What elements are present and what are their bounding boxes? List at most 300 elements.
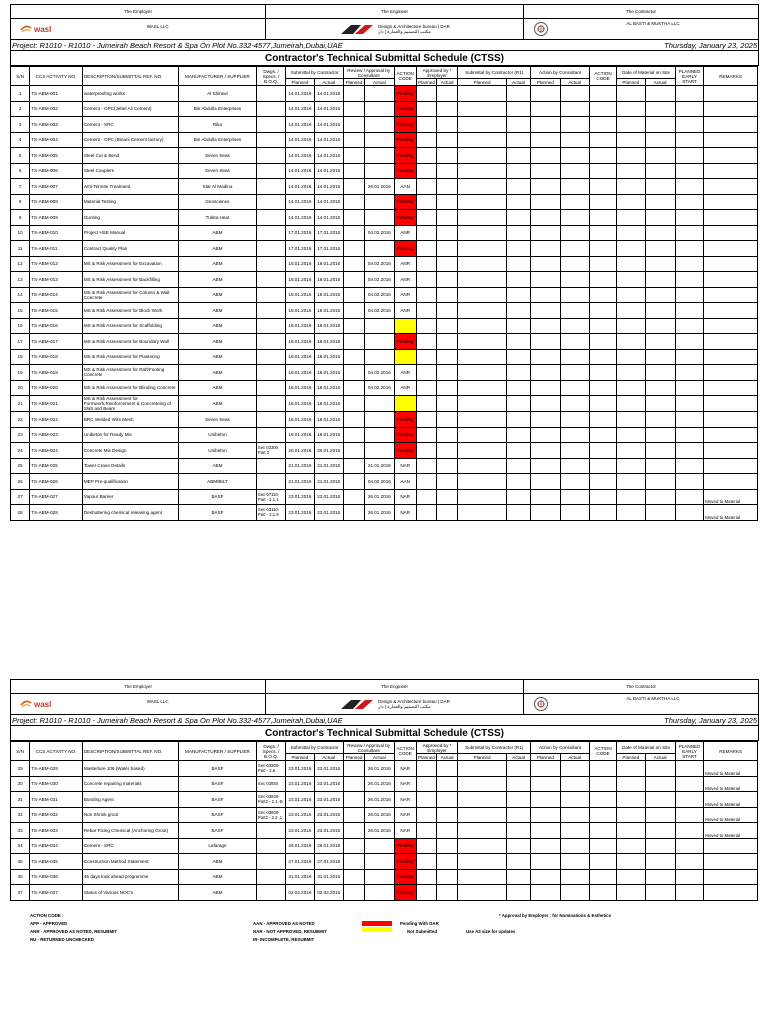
row-sn: 32 [11,807,30,823]
row-r1-actual [506,256,530,272]
row-submittal-actual: 19.01.2016 [314,427,343,443]
row-review-actual [365,396,394,412]
employer-label: The Employer [11,680,266,694]
row-action-code-2 [589,287,616,303]
row-early-start [675,86,703,102]
row-r1-actual [506,86,530,102]
row-dwgs-ref [256,194,285,210]
row-submittal-actual: 18.01.2016 [314,365,343,381]
row-employer-actual [437,303,458,319]
row-employer-actual [437,869,458,885]
legend-ru: RU - RETURNED UNCHECKED [30,937,94,942]
row-action-code: ANR [394,303,416,319]
row-review-actual [365,86,394,102]
row-consultant-planned [531,380,560,396]
row-remarks [704,838,758,854]
row-material-planned [617,194,645,210]
row-employer-actual [437,163,458,179]
row-sn: 21 [11,396,30,412]
row-submittal-actual: 18.01.2016 [314,412,343,428]
row-consultant-planned [531,458,560,474]
row-material-actual [645,334,675,350]
legend-footnote: * Approval by Employer : for Nominations & Esthetics [499,913,612,918]
table-row [11,225,758,241]
row-review-actual: 04.02.2016 [365,365,394,381]
row-ccs-no: TS-ABM-017 [30,334,83,350]
table-row [11,101,758,117]
row-consultant-actual [560,241,589,257]
row-sn: 19 [11,365,30,381]
row-ccs-no: TS-ABM-030 [30,776,83,792]
row-ccs-no: TS-ABM-025 [30,458,83,474]
row-description: Vapour Barrier [82,489,178,505]
row-employer-actual [437,823,458,839]
row-ccs-no: TS-ABM-020 [30,380,83,396]
row-review-actual: 21.01.2015 [365,458,394,474]
row-action-code-2 [589,225,616,241]
row-review-actual: 26.01.2016 [365,823,394,839]
row-material-actual [645,396,675,412]
row-dwgs-ref [256,101,285,117]
row-r1-actual [506,303,530,319]
row-remarks [704,854,758,870]
row-material-actual [645,427,675,443]
row-consultant-actual [560,380,589,396]
row-ccs-no: TS-ABM-037 [30,885,83,901]
row-action-code-2 [589,761,616,777]
row-r1-actual [506,838,530,854]
row-sn: 29 [11,761,30,777]
row-ccs-no: TS-ABM-010 [30,225,83,241]
row-material-actual [645,869,675,885]
row-r1-actual [506,334,530,350]
row-description: BRC Welded Wire Mesh [82,412,178,428]
row-early-start [675,241,703,257]
row-review-planned [343,303,364,319]
row-description: Steel Cut & Bend [82,148,178,164]
action-code-legend [10,913,758,953]
row-early-start [675,761,703,777]
row-description: Status of Various NOC's [82,885,178,901]
row-material-planned [617,132,645,148]
row-dwgs-ref [256,210,285,226]
row-action-code [394,349,416,365]
row-submittal-actual: 02.02.2016 [314,885,343,901]
row-action-code-2 [589,241,616,257]
row-consultant-actual [560,443,589,459]
row-dwgs-ref [256,838,285,854]
row-ccs-no: TS-ABM-014 [30,287,83,303]
row-early-start [675,365,703,381]
legend-pending: Pending With DAR [400,921,439,926]
row-action-code-2 [589,380,616,396]
row-submittal-planned: 23.01.2016 [286,807,314,823]
row-action-code: AAN [394,474,416,490]
row-employer-actual [437,474,458,490]
row-r1-planned [458,256,507,272]
row-r1-planned [458,210,507,226]
row-dwgs-ref: Sec-07110-Part - 2.1.1 [256,489,285,505]
row-material-planned [617,349,645,365]
engineer-line2: مكتب التصميم والعمارة | دار [378,28,431,34]
row-review-planned [343,474,364,490]
row-remarks: Moved to Material [704,823,758,839]
row-r1-planned [458,807,507,823]
row-action-code: Pending [394,86,416,102]
table-row [11,869,758,885]
row-review-actual: 26.01.2016 [365,776,394,792]
row-sn: 18 [11,349,30,365]
table-row [11,163,758,179]
row-r1-actual [506,148,530,164]
row-action-code-2 [589,117,616,133]
row-manufacturer: BASF [178,776,256,792]
engineer-line1: Design & Architecture bureau | DAR [378,23,450,29]
row-review-actual [365,838,394,854]
table-row [11,117,758,133]
row-dwgs-ref [256,823,285,839]
row-consultant-actual [560,179,589,195]
row-early-start [675,163,703,179]
row-material-planned [617,365,645,381]
row-action-code-2 [589,86,616,102]
row-description: Rebar Fixing Chemical (Anchoring Grout) [82,823,178,839]
row-material-actual [645,807,675,823]
row-dwgs-ref [256,241,285,257]
row-submittal-planned: 21.01.2016 [286,458,314,474]
row-r1-actual [506,854,530,870]
row-review-planned [343,443,364,459]
row-submittal-actual: 18.01.2016 [314,287,343,303]
row-description: MS & Risk Assessment for Excavation [82,256,178,272]
row-description: Unibeton for Ready Mix [82,427,178,443]
row-remarks [704,272,758,288]
row-consultant-actual [560,132,589,148]
row-sn: 2 [11,101,30,117]
row-description: Concrete Mix Design [82,443,178,459]
row-submittal-planned: 27.01.2016 [286,854,314,870]
row-ccs-no: TS-ABM-019 [30,365,83,381]
header-table [10,679,759,741]
table-row [11,396,758,412]
row-submittal-actual: 14.01.2016 [314,179,343,195]
row-action-code: NAR [394,505,416,521]
row-consultant-actual [560,869,589,885]
not-submitted-swatch [362,927,392,932]
row-review-planned [343,210,364,226]
row-early-start [675,272,703,288]
row-material-actual [645,365,675,381]
row-r1-planned [458,179,507,195]
row-r1-actual [506,287,530,303]
row-manufacturer: ABM [178,349,256,365]
row-sn: 7 [11,179,30,195]
row-consultant-planned [531,443,560,459]
row-sn: 11 [11,241,30,257]
row-action-code: Pending [394,412,416,428]
row-material-actual [645,101,675,117]
row-action-code: Pending [394,194,416,210]
row-review-actual [365,163,394,179]
row-dwgs-ref: Sec 03300 Part 2 [256,443,285,459]
row-dwgs-ref [256,869,285,885]
row-sn: 28 [11,505,30,521]
row-sn: 17 [11,334,30,350]
row-action-code: Pending [394,132,416,148]
row-review-planned [343,241,364,257]
row-consultant-planned [531,210,560,226]
row-material-planned [617,458,645,474]
row-dwgs-ref [256,132,285,148]
table-row [11,241,758,257]
row-description: MEP Pre-qualification [82,474,178,490]
table-row [11,792,758,808]
row-remarks [704,412,758,428]
row-action-code: Pending [394,854,416,870]
contractor-label: The Contractor [524,680,759,694]
table-row [11,489,758,505]
row-review-actual [365,194,394,210]
row-employer-planned [416,163,436,179]
row-material-actual [645,854,675,870]
row-dwgs-ref [256,163,285,179]
row-submittal-actual: 17.01.2016 [314,241,343,257]
row-r1-planned [458,241,507,257]
row-employer-actual [437,287,458,303]
row-description: Cement - OPC(Jebel Ali Cement) [82,101,178,117]
row-action-code-2 [589,256,616,272]
row-material-planned [617,272,645,288]
row-review-planned [343,807,364,823]
row-employer-actual [437,272,458,288]
row-action-code-2 [589,489,616,505]
row-consultant-actual [560,885,589,901]
employer-label: The Employer [11,5,266,19]
row-dwgs-ref [256,287,285,303]
row-submittal-planned: 14.01.2016 [286,117,314,133]
row-r1-planned [458,148,507,164]
row-action-code: ANR [394,256,416,272]
row-remarks [704,86,758,102]
row-submittal-actual: 14.01.2016 [314,117,343,133]
row-submittal-actual: 14.01.2016 [314,132,343,148]
row-r1-actual [506,365,530,381]
row-r1-actual [506,505,530,521]
row-consultant-planned [531,318,560,334]
row-material-planned [617,334,645,350]
row-r1-actual [506,272,530,288]
row-review-actual [365,885,394,901]
row-submittal-planned: 31.01.2016 [286,869,314,885]
row-dwgs-ref [256,225,285,241]
report-date: Thursday, January 23, 2025 [524,715,759,726]
row-action-code: NAR [394,776,416,792]
row-consultant-planned [531,427,560,443]
row-r1-actual [506,194,530,210]
row-r1-actual [506,132,530,148]
row-submittal-planned: 14.01.2016 [286,86,314,102]
legend-anr: ANR - APPROVED AS NOTED, RESUBMIT [30,929,118,934]
row-r1-planned [458,443,507,459]
row-manufacturer: ABM [178,256,256,272]
row-consultant-planned [531,179,560,195]
row-manufacturer: ABM [178,318,256,334]
table-row [11,210,758,226]
row-submittal-actual: 23.01.2016 [314,505,343,521]
report-date: Thursday, January 23, 2025 [524,40,759,51]
row-remarks [704,210,758,226]
row-review-actual [365,412,394,428]
table-body [11,761,758,901]
row-description: MS & Risk Assessment for Backfilling [82,272,178,288]
row-employer-actual [437,505,458,521]
row-consultant-planned [531,365,560,381]
row-action-code-2 [589,807,616,823]
row-material-planned [617,792,645,808]
row-dwgs-ref: Sec-03110-Part - 2.1.9 [256,505,285,521]
row-r1-planned [458,117,507,133]
row-remarks [704,318,758,334]
row-r1-actual [506,241,530,257]
row-review-actual [365,443,394,459]
row-employer-actual [437,761,458,777]
row-submittal-planned: 20.01.2016 [286,443,314,459]
row-r1-planned [458,303,507,319]
row-review-planned [343,272,364,288]
row-employer-actual [437,380,458,396]
row-early-start [675,179,703,195]
row-sn: 12 [11,256,30,272]
row-r1-planned [458,474,507,490]
row-manufacturer: Tuleta Heat [178,210,256,226]
table-row [11,349,758,365]
row-sn: 37 [11,885,30,901]
row-consultant-actual [560,396,589,412]
row-early-start [675,303,703,319]
row-early-start [675,194,703,210]
row-employer-planned [416,380,436,396]
row-submittal-actual: 14.01.2016 [314,163,343,179]
row-action-code: NAR [394,792,416,808]
row-manufacturer: ABM [178,885,256,901]
row-submittal-actual: 18.01.2016 [314,318,343,334]
row-review-planned [343,412,364,428]
table-row [11,365,758,381]
row-material-planned [617,287,645,303]
row-r1-actual [506,380,530,396]
row-consultant-actual [560,194,589,210]
row-review-planned [343,117,364,133]
row-early-start [675,505,703,521]
row-remarks [704,349,758,365]
row-material-actual [645,132,675,148]
row-dwgs-ref: Sec-03300-Part - 2.6 [256,761,285,777]
row-manufacturer: Seven Seas [178,412,256,428]
row-action-code: Pending [394,869,416,885]
table-row [11,505,758,521]
row-consultant-planned [531,396,560,412]
row-review-planned [343,163,364,179]
row-ccs-no: TS-ABM-028 [30,505,83,521]
row-description: Anti-Termite Treatment [82,179,178,195]
row-employer-actual [437,241,458,257]
row-dwgs-ref [256,380,285,396]
row-submittal-actual: 23.01.2016 [314,489,343,505]
row-dwgs-ref: Sec-03930-Part2 - 2.1 -B [256,792,285,808]
row-action-code: Pending [394,427,416,443]
row-dwgs-ref: Sec 03930 [256,776,285,792]
row-description: MS & Risk Assessment for Formwork,Reinforcement & Concreteing of Slab and Beam [82,396,178,412]
row-early-start [675,792,703,808]
row-review-actual: 04.02.2016 [365,256,394,272]
schedule-page-2 [10,679,758,901]
row-submittal-planned: 18.01.2016 [286,396,314,412]
row-remarks [704,287,758,303]
row-employer-actual [437,256,458,272]
row-description: Cement - SRC [82,838,178,854]
table-row [11,761,758,777]
row-action-code: Pending [394,163,416,179]
row-manufacturer: Seven Seas [178,163,256,179]
row-remarks: Moved to Material [704,489,758,505]
row-submittal-planned: 14.01.2016 [286,163,314,179]
row-action-code: NAR [394,761,416,777]
engineer-label: The Engineer [266,5,524,19]
row-consultant-actual [560,838,589,854]
row-material-planned [617,505,645,521]
row-r1-actual [506,179,530,195]
row-employer-planned [416,776,436,792]
row-remarks: Moved to Material [704,761,758,777]
row-description: Contract Quality Plan [82,241,178,257]
row-r1-planned [458,396,507,412]
row-early-start [675,412,703,428]
row-material-actual [645,86,675,102]
row-sn: 3 [11,117,30,133]
row-review-actual: 26.01.2016 [365,807,394,823]
row-action-code-2 [589,179,616,195]
row-description: waterproofing works [82,86,178,102]
row-material-planned [617,838,645,854]
row-employer-actual [437,225,458,241]
row-r1-planned [458,505,507,521]
row-consultant-planned [531,132,560,148]
row-early-start [675,148,703,164]
row-material-actual [645,412,675,428]
row-sn: 13 [11,272,30,288]
row-review-planned [343,489,364,505]
row-material-planned [617,427,645,443]
row-action-code-2 [589,443,616,459]
row-consultant-planned [531,854,560,870]
row-dwgs-ref [256,86,285,102]
row-employer-actual [437,210,458,226]
row-submittal-actual: 14.01.2016 [314,86,343,102]
engineer-line1: Design & Architecture bureau | DAR [378,698,450,704]
row-submittal-planned: 14.01.2016 [286,132,314,148]
row-sn: 22 [11,412,30,428]
row-material-actual [645,117,675,133]
row-employer-actual [437,396,458,412]
row-employer-planned [416,838,436,854]
row-action-code-2 [589,148,616,164]
row-sn: 27 [11,489,30,505]
row-remarks [704,132,758,148]
row-remarks [704,885,758,901]
row-manufacturer: BASF [178,505,256,521]
row-action-code-2 [589,474,616,490]
row-ccs-no: TS-ABM-016 [30,318,83,334]
